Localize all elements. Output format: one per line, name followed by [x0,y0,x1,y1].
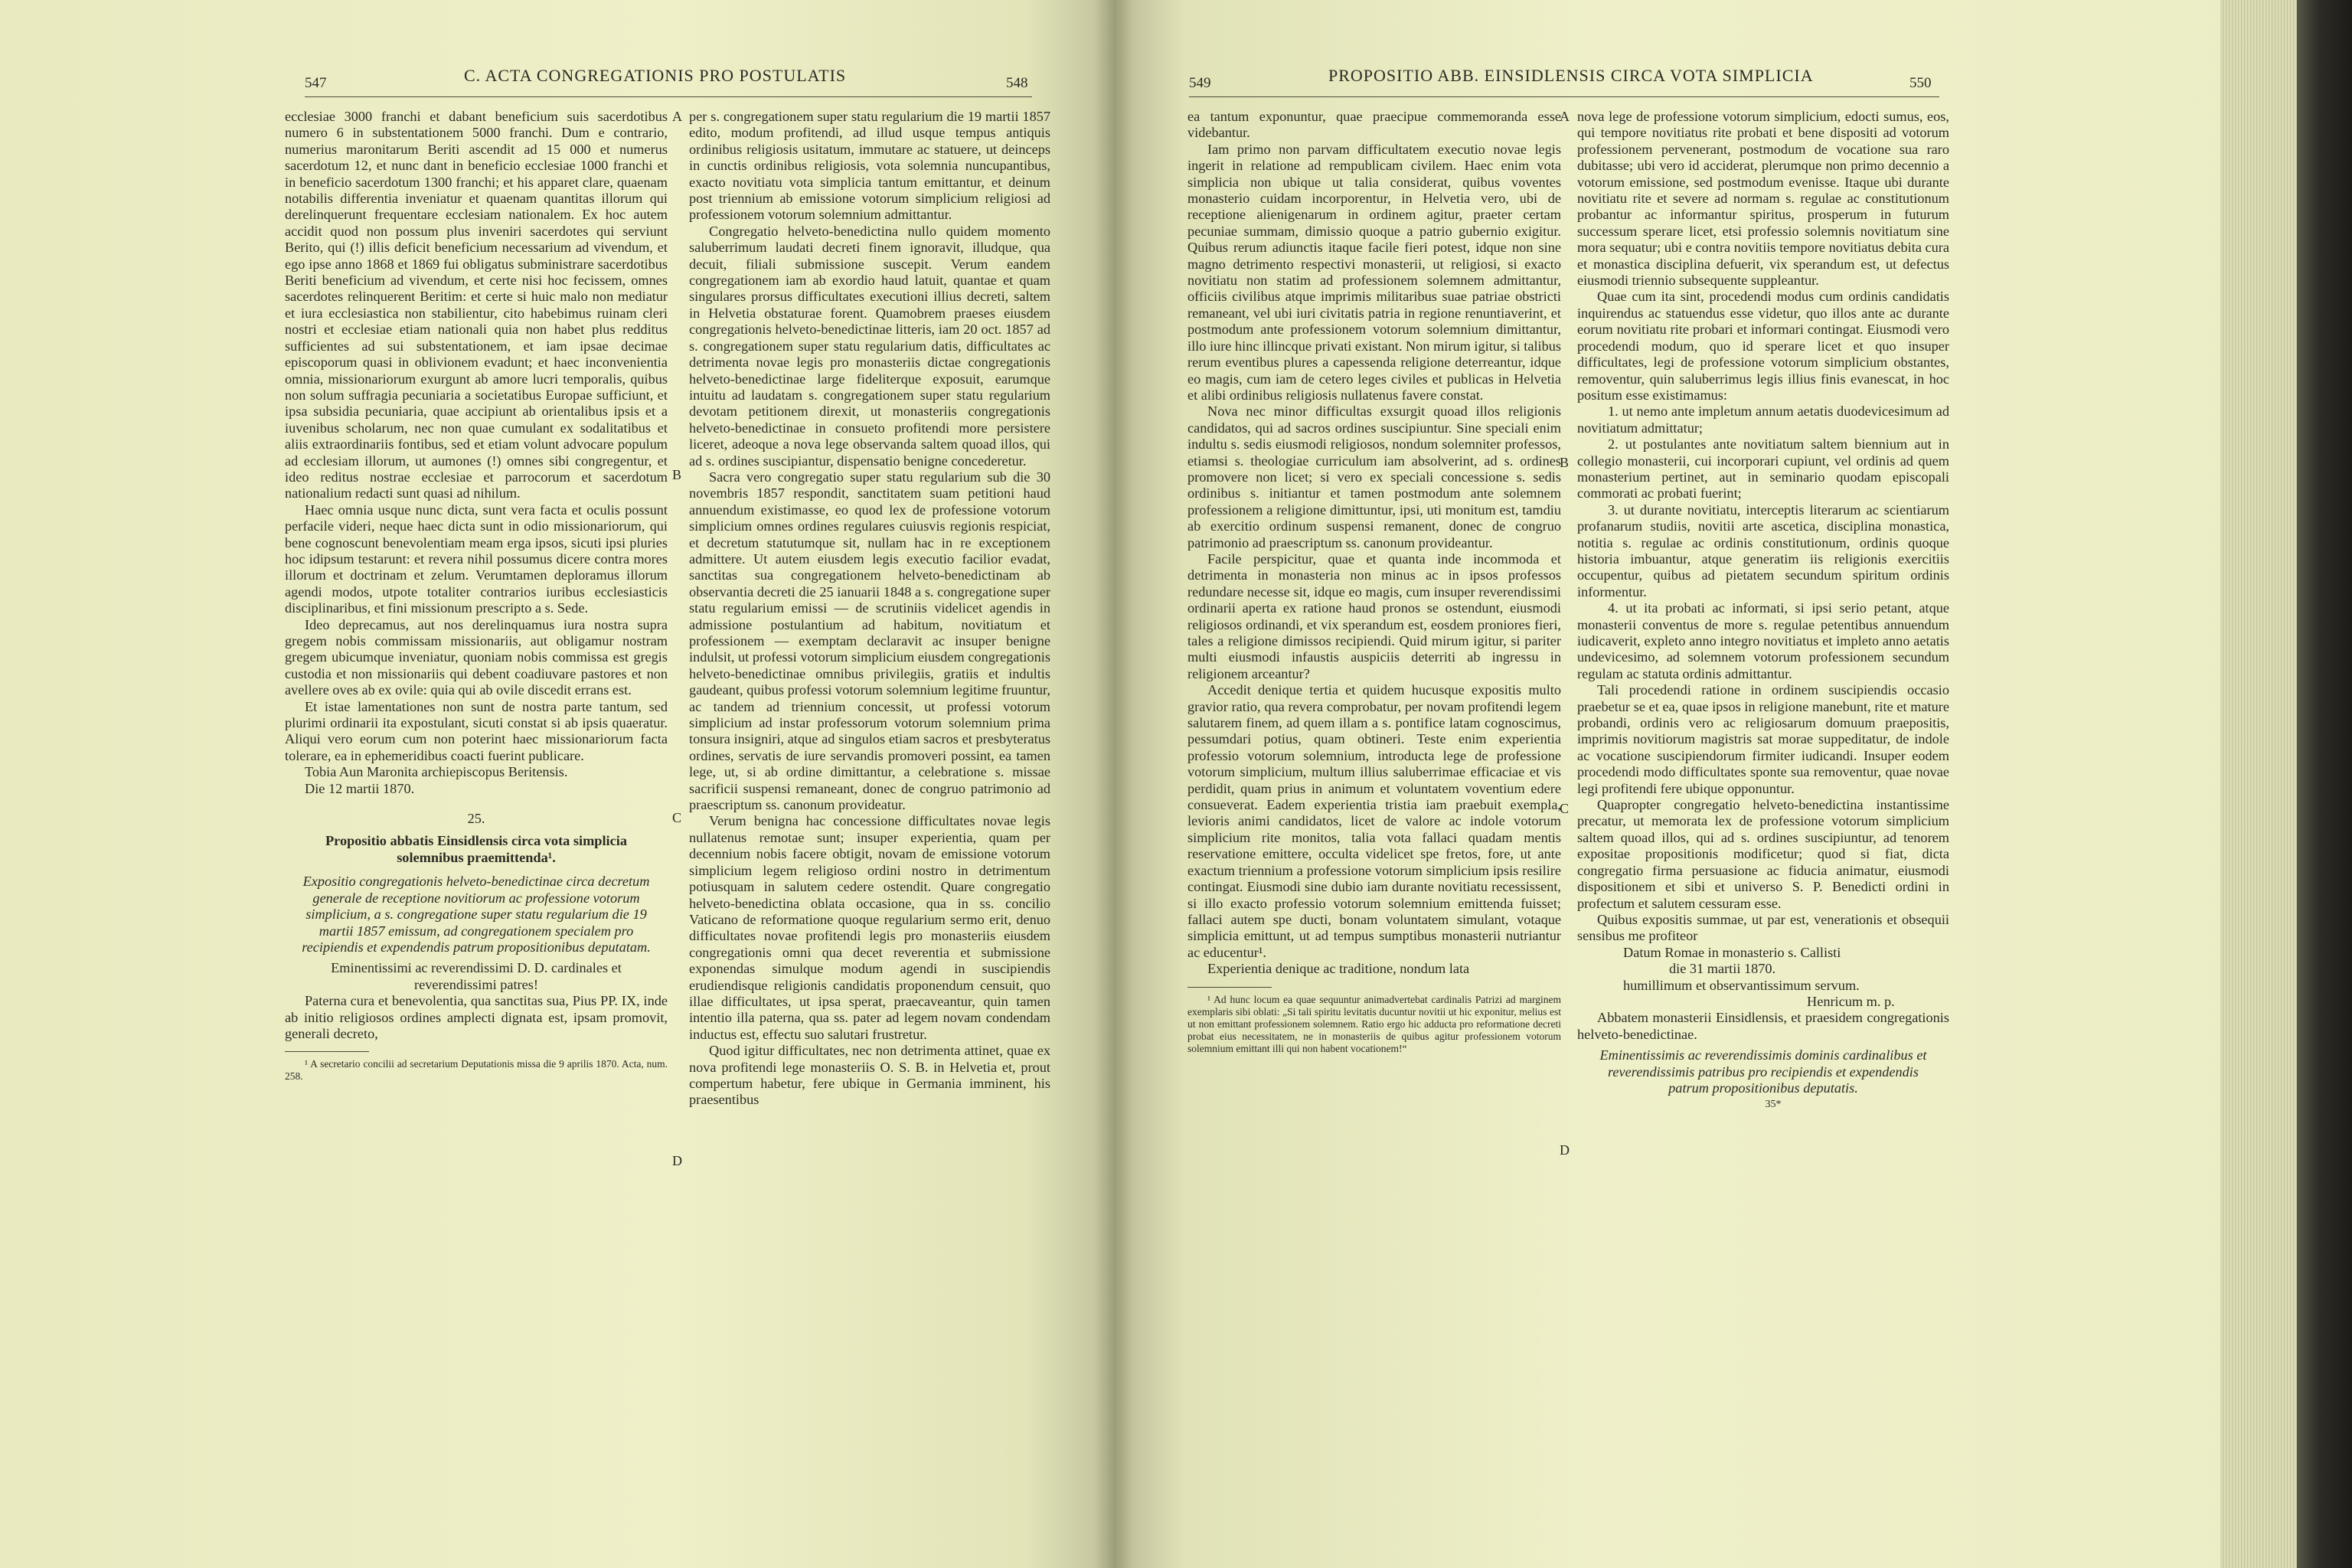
paragraph: Paterna cura et benevolentia, qua sanctitas sua, Pius PP. IX, inde ab initio religiosos ordines amplecti dignata est, ipsam promovit, generali decreto, [285,993,668,1041]
page-number: 547 [305,75,327,91]
margin-letter: B [1560,455,1570,470]
paragraph: Tali procedendi ratione in ordinem suscipiendis occasio praebetur se et ea, quae ipsos in religione manebunt, rite et mature probandi, ordinis vero ac religiosarum domuum praepositis, imprimis novitiorum magistris sat morae suppeditatur, de indole ac vocatione suscipiendorum firmiter iudicandi. Insuper eodem procedendi modo difficultates sponte sua removentur, quae novae legi profitendi fere ubique opponuntur. [1577,682,1949,796]
margin-letter: D [1560,1142,1570,1158]
paragraph: Experientia denique ac traditione, nondum lata [1207,961,1470,977]
paragraph: nova lege de professione votorum simplicium, edocti sumus, eos, qui tempore novitiatus rite probati et bene dispositi ad votorum professionem pervenerant, postmodum de vocatione sua raro dubitasse; ubi vero id acciderat, plerumque non primo decennio a votorum emissione, sed postmodum evenisse. Itaque ubi durante novitiatu rite et severe ad normam s. regulae ac constitutionum probantur ac informantur spiritus, prosperum in futurum successum sperare licet, etsi professio solemnis novitiatum sine mora sequatur; ubi e contra novitiis tempore novitiatus debita cura et monastica disciplina defuerit, vix sperandum est, ut defectus eiusmodi triennio subsequente suppleantur. [1577,109,1949,289]
section-title: Propositio abbatis Einsidlensis circa vota simplicia solemnibus praemittenda¹. [325,833,627,865]
paragraph: per s. congregationem super statu regularium die 19 martii 1857 edito, modum profitendi, ad illud usque tempus antiquis ordinibus religiosis usitatum, immutare ac statuere, ut deinceps in cunctis ordinibus religiosis, vota solemnia nuncupantibus, exacto novitiatu vota simplicia tantum emittantur, et deinum post triennium ab emissione votorum simplicium religiosi ad professionem votorum solemnium admittantur. [689,109,1050,223]
paragraph: Accedit denique tertia et quidem hucusque expositis multo gravior ratio, qua revera comprobatur, per novam profitendi legem salutarem finem, ad quem illam a s. pontifice latam cognoscimus, pessumdari potius, quam obtineri. Teste enim experientia professio votorum solemnium, introducta lege de professione votorum simplicium, multum illius saluberrimae efficaciae et vis perdidit, quam prius in animum et voluntatem voventium edere consueverat. Eadem experientia tristia iam praebuit exempla, levioris animi candidatos, licet de valore ac indole votorum simplicium rite monitos, talia vota fallaci quadam mentis reservatione emittere, occulta videlicet spe fretos, fore, ut ante exactum triennium a professione votorum simplicium ipsis resilire contingat. Eiusmodi sine dubio iam durante novitiatu recessissent, si illo exacto professio votorum solemnium emittenda fuisset; fallaci autem spe ducti, bonam voluntatem simulant, votaque simplicia emittunt, ut ad tempus sumptibus monasterii nutriantur ac educentur¹. [1187,682,1561,960]
text-column [1187,109,1561,1055]
text-column [689,109,1050,1109]
paragraph: Sacra vero congregatio super statu regularium sub die 30 novembris 1857 respondit, sanctitatem suam petitioni haud annuendum existimasse, eo quod lex de professione votorum simplicium omnes ordines regulares cuiusvis regionis respiciat, et decretum statutumque sit, nullam hac in re exceptionem admittere. Ut autem eiusdem legis executio facilior evadat, sanctitas sua congregationem helveto-benedictinam ab observantia decreti die 25 ianuarii 1848 a s. congregatione super statu regularium emissi — de scrutiniis videlicet agendis in admissione postulantium ad habitum, novitiatum et professionem — exemptam declaravit ac insuper benigne indulsit, ut professi votorum simplicium eiusdem congregationis helveto-benedictinae omnibus privilegiis, gratiis et indultis gaudeant, quibus professi votorum solemnium legitime fruuntur, ac tandem ad triennium concessit, ut professi votorum simplicium ad instar professorum votorum solemnium prima tonsura insigniri, atque ad singulos etiam sacros et presbyteratus ordines, servatis de iure servandis promoveri possint, ea tamen lege, ut, si ab ordine dimittantur, a celebratione s. missae sacrificii suspensi remaneant, donec de congruo patrimonio ad praescriptum ss. canonum provideatur. [689,469,1050,813]
paragraph: Abbatem monasterii Einsidlensis, et praesidem congregationis helveto-benedictinae. [1577,1010,1949,1042]
margin-letter: A [672,109,682,124]
list-item: 2. ut postulantes ante novitiatum saltem biennium aut in collegio monasterii, cui incorporari cupiunt, vel ordinis ad quem monasterium pertinet, aut in seminario quodam episcopali commorati ac probati fuerint; [1577,436,1949,501]
header-rule [1189,96,1939,97]
margin-letter: A [1560,109,1570,124]
paragraph: Congregatio helveto-benedictina nullo quidem momento saluberrimum laudati decreti finem ignoravit, illudque, qua decuit, filiali submissione suscepit. Verum eandem congregationem iam ab exordio haud latuit, quantae et quam singulares prorsus difficultates executioni illius decreti, saltem in Helvetia obstaturae forent. Quamobrem praeses eiusdem congregationis helveto-benedictinae litteris, iam 20 oct. 1857 ad s. congregationem super statu regularium datis, difficultates ac detrimenta novae legis pro monasteriis dictae congregationis helveto-benedictinae large fideliterque exposuit, earumque intuitu ad laudatam s. congregationem super statu regularium devotam petitionem direxit, ut monasteriis congregationis helveto-benedictinae in consueto profitendi more persistere liceret, adeoque a nova lege observanda saltem quoad illos, qui ad s. ordines suscipiantur, dispensatio benigne concederetur. [689,223,1050,469]
paragraph: Facile perspicitur, quae et quanta inde incommoda et detrimenta in monasteria non minus ac in ipsos professos redundare necesse sit, idque eo magis, cum insuper reverendissimi ordinarii aperta ex ratione haud pronos se ostendunt, eiusmodi religiosos ordinandi, et vix sperandum est, eosdem proniores fieri, tales a religione dimissos recipiendi. Quid mirum igitur, si pariter multi eiusmodi infaustis auspiciis deterriti ab ingressu in religionem arceantur? [1187,550,1561,681]
paragraph: ea tantum exponuntur, quae praecipue commemoranda esse videbantur. [1187,109,1561,141]
closing-line: humillimum et observantissimum servum. [1623,977,1860,993]
left-page [0,0,1114,1568]
salutation: Eminentissimi ac reverendissimi D. D. cardinales et reverendissimi patres! [331,960,622,992]
numbered-list [1577,403,1949,682]
footnote: ¹ Ad hunc locum ea quae sequuntur animadvertebat cardinalis Patrizi ad marginem exemplaris sibi oblati: „Si tali spiritu levitatis ducuntur novitii ut hic exponitur, melius est ut non emittant professionem solemnem. Ratio ergo hic adducta pro reformatione decreti probat eius necessitatem, ne in monasteriis de quibus agitur professionem votorum solemnium emittant illi qui non habent vocationem!“ [1187,993,1561,1054]
page-edges [2220,0,2297,1568]
list-item: 1. ut nemo ante impletum annum aetatis duodevicesimum ad novitiatum admittatur; [1577,403,1949,436]
margin-letter: C [672,810,682,825]
list-item: 3. ut durante novitiatu, interceptis literarum ac scientiarum profanarum studiis, novitii arte ascetica, disciplina monastica, notitia s. regulae ac ordinis constitutionum, ordinis quoque historia imbuantur, atque generatim iis religionis exercitiis occupentur, quibus ad pietatem secundum spiritum ordinis informentur. [1577,501,1949,599]
page-number: 548 [1006,75,1028,91]
margin-letter: B [672,467,682,482]
text-column [1577,109,1949,1113]
signature-mark: 35* [1765,1099,1782,1111]
paragraph: Nova nec minor difficultas exsurgit quoad illos religionis candidatos, qui ad sacros ordines suscipiuntur. Sine speciali enim indultu s. sedis eiusmodi religiosos, nondum solemniter professos, etiamsi s. theologiae curriculum iam absolverint, ad s. ordines promovere non licet; si vero ex speciali concessione s. sedis ordinibus s. initiantur et tamen postmodum ante solemnem professionem a religione dimittuntur, ipsi, uti monitum est, tamdiu ab exercitio ordinum suspensi remanent, donec de congruo patrimonio ad praescriptum ss. canonum provideantur. [1187,403,1561,550]
date-line: die 31 martii 1870. [1669,961,1776,977]
footnote-rule [1187,987,1272,988]
page-number: 549 [1189,75,1211,91]
paragraph: ecclesiae 3000 franchi et dabant beneficium suis sacerdotibus numero 6 in substentationem 5000 franchi. Dum e contrario, numerius maronitarum Beriti ascendit ad 15 000 et numerus sacerdotum 12, et nunc dant in beneficio ecclesiae 1000 franchi et in beneficio sacerdotum 1300 franchi; et his apparet clare, quaenam notabilis differentia inveniatur et quaenam quantitas illorum qui derelinquerunt frequentare ecclesiam nationalem. Ex hoc autem accidit quod non possum plus inveniri sacerdotes qui serviunt Berito, qui (!) illis deficit beneficium necessarium ad vivendum, et ego ipse anno 1868 et 1869 fui obligatus subministrare sacerdotibus Beriti beneficium ad vivendum, et certe nisi hoc fecissem, omnes sacerdotes relinquerent Beritim: et certe si huic malo non mediatur et iura ecclesiastica non stabilientur, cito habebimus ruinam cleri nostri et ecclesiae etiam nationali quia non habet plus redditus sufficientes ad sui substentationem, et iam ipsae decimae episcoporum quasi in oblivionem evadunt; et haec inconvenientia omnia, missionariorum exurgunt ab amore lucri temporalis, quibus non solum suffragia pecuniaria a societatibus Europae sufficiunt, et ipsa subsidia pecuniaria, quae accipiunt ab orientalibus ipsis et a iuvenibus scholarum, nec non quae cumulant ex sodalitatibus et aliis extraordinariis fontibus, sed et etiam volunt advocare populum ad ecclesiam illorum, ut aumones (!) omnes sibi congregentur, et ideo reditus nostrae ecclesiae et parrocorum et sacerdotum nationalium redacti sunt quasi ad nihilum. [285,109,668,501]
paragraph: Quapropter congregatio helveto-benedictina instantissime precatur, ut memorata lex de professione votorum simplicium saltem quoad illos, qui ad s. ordines suscipiuntur, ad tenorem expositae propositionis modificetur; quod si fiat, dicta congregatio firma persuasione ac fiducia animatur, eiusmodi dispositionem et sibi et universo S. P. Benedicti ordini in profectum et salutem cessuram esse. [1577,797,1949,911]
italic-heading: Eminentissimis ac reverendissimis dominis cardinalibus et reverendissimis patribus pro recipiendis et expendendis patrum propositionibus deputatis. [1599,1047,1927,1096]
list-item: 4. ut ita probati ac informati, si ipsi serio petant, atque monasterii conventus de more s. regulae petentibus annuendum iudicaverit, expleto anno integro novitiatus et impleto anno aetatis undevicesimo, ad solemnem votorum professionem secundum regulam ac statuta ordinis admittantur. [1577,600,1949,681]
book-edge-shadow [2297,0,2352,1568]
date-line: Datum Romae in monasterio s. Callisti [1623,944,1841,960]
italic-heading: Expositio congregationis helveto-benedictinae circa decretum generale de receptione novitiorum ac professione votorum simplicium, a s. congregatione super statu regularium die 19 martii 1857 emissum, ad congregationem specialem pro recipiendis et expendendis patrum propositionibus deputatam. [302,874,651,955]
paragraph: Verum benigna hac concessione difficultates novae legis nullatenus remotae sunt; insuper experientia, quam per decennium nobis facere obtigit, novam de emissione votorum simplicium legem religioso ordini nostro in detrimentum potiusquam in salutem cedere ostendit. Quare congregatio helveto-benedictina oblata occasione, qua in ss. concilio Vaticano de reformatione quoque regularium sermo erit, denuo difficultates novae profitendi legis pro monasteriis eiusdem congregationis omni qua decet reverentia et submissione exponendas simulque modum agendi in suscipiendis erudiendisque religionis candidatis proponendum censuit, quo illae difficultates, ut ipsa sperat, praecaveantur, quin tamen intentio illa paterna, qua ss. pater ad legem novam condendam inductus est, effectu suo salutari frustretur. [689,813,1050,1042]
paragraph: Haec omnia usque nunc dicta, sunt vera facta et oculis possunt perfacile videri, neque haec dicta sunt in odio missionariorum, qui bene cognoscunt benevolentiam meam erga ipsos, sicuti ipsi pluries hoc idipsum testarunt: et revera nihil possumus dicere contra mores illorum et doctrinam et zelum. Verumtamen deploramus illorum agendi modos, utpote totaliter contrarios iuribus ecclesiasticis disciplinaribus, et fini missionum prescripto a s. Sede. [285,501,668,616]
running-head: PROPOSITIO ABB. EINSIDLENSIS CIRCA VOTA SIMPLICIA [1328,66,1814,85]
margin-letter: C [1560,801,1570,816]
footnote: ¹ A secretario concilii ad secretarium Deputationis missa die 9 aprilis 1870. Acta, num. 258. [285,1058,668,1083]
text-column [285,109,668,1083]
footnote-rule [285,1051,369,1052]
running-head: C. ACTA CONGREGATIONIS PRO POSTULATIS [464,66,847,85]
date-line: Die 12 martii 1870. [305,780,415,796]
margin-letter: D [672,1153,682,1168]
paragraph: Quibus expositis summae, ut par est, venerationis et obsequii sensibus me profiteor [1577,911,1949,944]
right-page [1114,0,2297,1568]
paragraph: Quod igitur difficultates, nec non detrimenta attinet, quae ex nova profitendi lege monasteriis O. S. B. in Helvetia et, prout compertum habetur, fere ubique in Germania imminent, his praesentibus [689,1043,1050,1108]
paragraph: Iam primo non parvam difficultatem executio novae legis ingerit in relatione ad rempublicam civilem. Haec enim vota simplicia non ubique ut talia considerat, quibus voventes monasterio cuidam incorporentur, in Helvetia vero, ubi de receptione alienigenarum in ordinem agitur, praeter certam pecuniae summam, dimissio quoque a patrio gubernio exigitur. Quibus rerum adiunctis itaque facile fieri potest, idque non sine magno detrimento respectivi monasterii, ut religiosi, si exacto novitiatu non statim ad professionem solemnem admittantur, officiis civilibus atque imprimis militaribus suae patriae obstricti remaneant, vel ubi iuri civitatis patria in regione renuntiaverint, et postmodum ante professionem votorum solemnium dimittantur, illo iure hinc illincque privati existant. Non mirum igitur, si talibus rerum eventibus plures a capessenda religione deterreantur, idque eo magis, cum iam de cetero leges civiles et publicas in Helvetia et alibi ordinibus religiosis nullatenus favere constat. [1187,141,1561,403]
paragraph: Quae cum ita sint, procedendi modus cum ordinis candidatis inquirendus ac statuendus esse videtur, quo illos ante ac durante eorum novitiatu rite probari et informari contingat. Eiusmodi vero procedendi modum, quo id sperare licet et quo insuper difficultates, legi de professione votorum simplicium obstantes, removentur, quin saluberrimus legis illius finis evanescat, in hoc positum esse existimamus: [1577,289,1949,403]
header-rule [305,96,1032,97]
signature: Tobia Aun Maronita archiepiscopus Beritensis. [305,764,568,780]
paragraph: Et istae lamentationes non sunt de nostra parte tantum, sed plurimi ordinarii ita expostulant, sicuti constat si ab ipsis quaeratur. Aliqui vero eorum cum non poterint haec missionariorum facta tolerare, ea in ephemeridibus coacti fuerint publicare. [285,698,668,763]
book-gutter [1095,0,1133,1568]
paragraph: Ideo deprecamus, aut nos derelinquamus iura nostra supra gregem nobis commissam missionariis, aut obligamur nostram gregem ubicumque inveniatur, quoniam nobis commissa est gregis custodia et non missionariis qui debent coadiuvare pastores et non avellere oves ab ex ovile: quia qui ab ovile discedit errans est. [285,616,668,698]
section-number: 25. [467,811,485,827]
page-number: 550 [1909,75,1932,91]
signature: Henricum m. p. [1807,993,1895,1009]
